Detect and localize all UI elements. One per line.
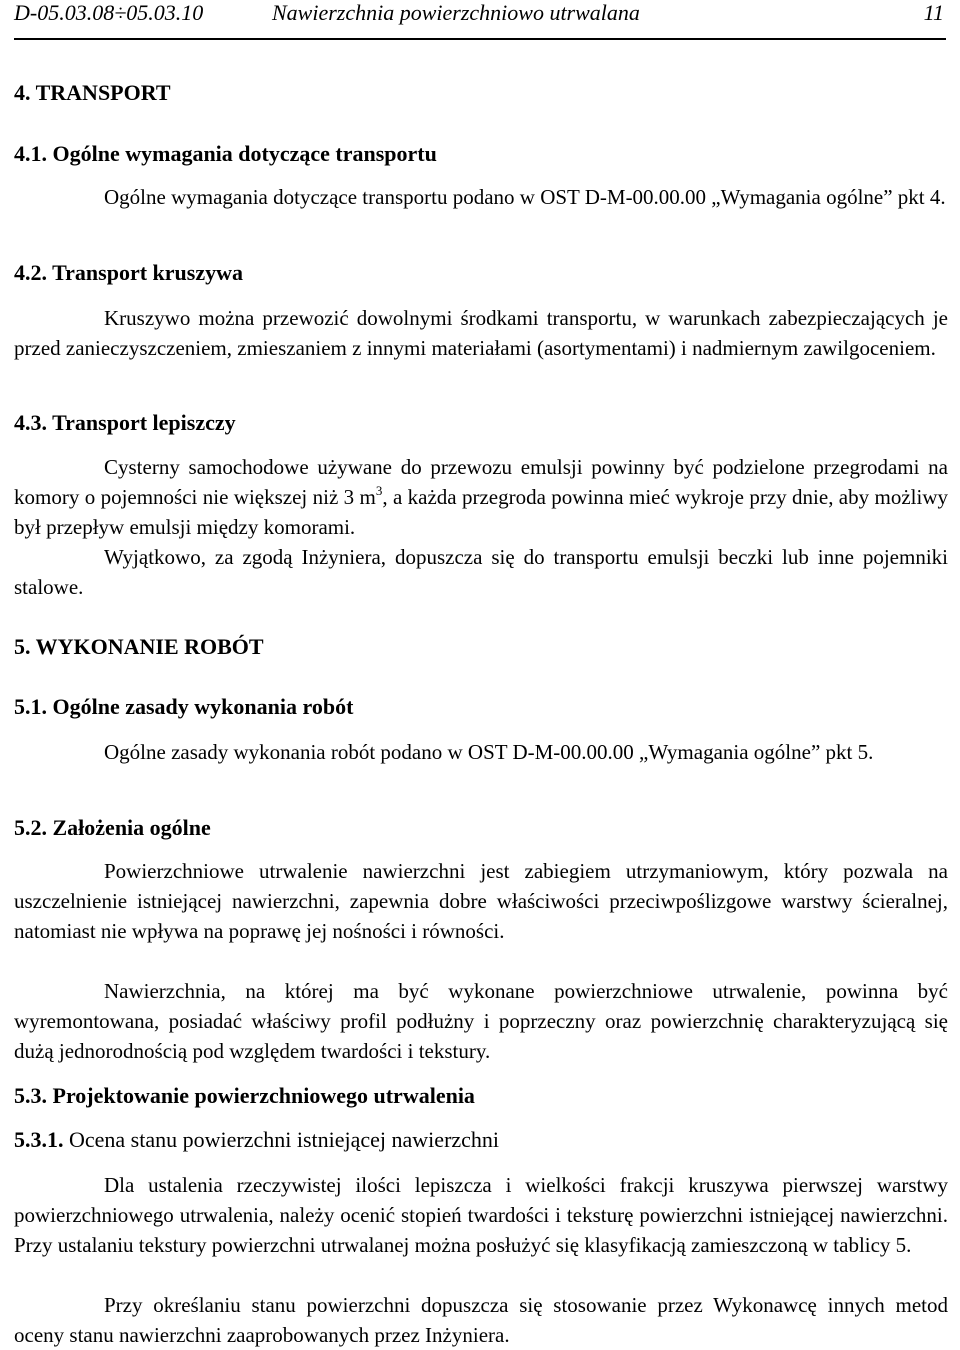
section-heading-5-2: 5.2. Założenia ogólne [14,815,211,840]
section-heading-4-3: 4.3. Transport lepiszczy [14,410,236,435]
paragraph-4-3-1-text-b: , a każda przegroda powinna mieć wykroje przy dnie, aby możliwy był przepływ emulsji między komorami. [14,485,948,539]
document-title: Nawierzchnia powierzchniowo utrwalana [272,0,640,25]
paragraph-5-2-1: Powierzchniowe utrwalenie nawierzchni jest zabiegiem utrzymaniowym, który pozwala na uszczelnienie istniejącej nawierzchni, zapewnia dobre właściwości przeciwpoślizgowe warstwy ścieralnej, natomiast nie wpływa na poprawę jej nośności i równości. [14,859,948,943]
paragraph-4-3-1 [14,452,948,542]
document-code: D-05.03.08÷05.03.10 [14,0,204,25]
section-number-5-3-1: 5.3.1. [14,1127,64,1152]
paragraph-4-1-1: Ogólne wymagania dotyczące transportu podano w OST D-M-00.00.00 „Wymagania ogólne” pkt 4. [104,185,946,209]
paragraph-5-1-1: Ogólne zasady wykonania robót podano w OST D-M-00.00.00 „Wymagania ogólne” pkt 5. [104,740,874,764]
page-header [14,0,946,40]
section-heading-5-1: 5.1. Ogólne zasady wykonania robót [14,694,354,719]
section-heading-4: 4. TRANSPORT [14,80,171,105]
paragraph-4-3-2: Wyjątkowo, za zgodą Inżyniera, dopuszcza się do transportu emulsji beczki lub inne pojemniki stalowe. [14,545,948,599]
page-number: 11 [923,0,944,25]
section-heading-5: 5. WYKONANIE ROBÓT [14,634,264,659]
superscript-cubic: 3 [375,483,383,498]
paragraph-5-3-1-1: Dla ustalenia rzeczywistej ilości lepiszcza i wielkości frakcji kruszywa pierwszej warstwy powierzchniowego utrwalenia, należy ocenić stopień twardości i teksturę powierzchni istniejącej nawierzchni. Przy ustalaniu tekstury powierzchni utrwalanej można posłużyć się klasyfikacją zamieszczoną w tablicy 5. [14,1173,948,1257]
section-heading-5-3: 5.3. Projektowanie powierzchniowego utrwalenia [14,1083,475,1108]
paragraph-5-3-1-2: Przy określaniu stanu powierzchni dopuszcza się stosowanie przez Wykonawcę innych metod oceny stanu nawierzchni zaaprobowanych przez Inżyniera. [14,1293,948,1347]
paragraph-5-2-2: Nawierzchnia, na której ma być wykonane powierzchniowe utrwalenie, powinna być wyremontowana, posiadać właściwy profil podłużny i poprzeczny oraz powierzchnię charakteryzującą się dużą jednorodnością pod względem twardości i tekstury. [14,979,948,1063]
section-heading-4-1: 4.1. Ogólne wymagania dotyczące transportu [14,141,437,166]
paragraph-4-2-1: Kruszywo można przewozić dowolnymi środkami transportu, w warunkach zabezpieczających je przed zanieczyszczeniem, zmieszaniem z innymi materiałami (asortymentami) i nadmiernym zawilgoceniem. [14,306,948,360]
paragraph-4-3-1-text-a: Cysterny samochodowe używane do przewozu emulsji powinny być podzielone przegrodami na komory o pojemności nie większej niż 3 m [14,455,948,509]
section-heading-4-2: 4.2. Transport kruszywa [14,260,243,285]
section-heading-5-3-1 [14,1127,499,1153]
section-title-5-3-1: Ocena stanu powierzchni istniejącej nawierzchni [69,1127,500,1152]
